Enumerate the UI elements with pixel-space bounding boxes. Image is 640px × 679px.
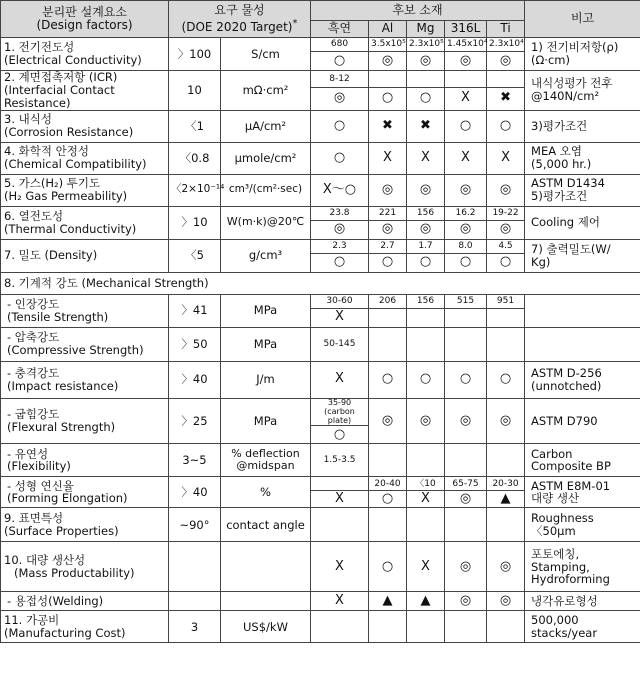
mark-graphite: ○: [311, 253, 369, 272]
row-label-ko: 2. 계면접촉저항 (ICR): [4, 70, 118, 84]
row-note: ASTM D790: [525, 398, 640, 444]
value-al: [369, 71, 407, 88]
mark-al: ○: [369, 87, 407, 110]
mark-316l: ◎: [445, 592, 487, 611]
row-requirement: [169, 542, 221, 592]
value-ti: [487, 71, 525, 88]
value-mg: 156: [407, 206, 445, 220]
note-line: @140N/cm²: [531, 89, 600, 104]
row-requirement: 〉41: [169, 294, 221, 327]
mark-ti: ○: [487, 110, 525, 142]
row-label-en: (Electrical Conductivity): [4, 53, 142, 67]
row-note: [525, 142, 640, 174]
mark-ti: ◎: [487, 542, 525, 592]
mark-graphite: ○: [311, 52, 369, 71]
note-line: (Ω·cm): [531, 53, 570, 67]
value-graphite: 8-12: [311, 71, 369, 88]
row-unit: contact angle: [221, 508, 311, 542]
table-row: [1, 206, 640, 220]
mark-al: ◎: [369, 52, 407, 71]
section-title: 8. 기계적 강도 (Mechanical Strength): [1, 272, 640, 294]
value-mg: 1.7: [407, 239, 445, 253]
row-label-en: (H₂ Gas Permeability): [4, 189, 128, 204]
row-note: [525, 444, 640, 477]
mark-al: ○: [369, 361, 407, 398]
header-target-en: (DOE 2020 Target): [181, 19, 293, 34]
row-requirement: 〉100: [169, 38, 221, 71]
mark-graphite: X～○: [311, 174, 369, 206]
mark-mg: X: [407, 542, 445, 592]
mark-al: ◎: [369, 220, 407, 239]
row-requirement: 3~5: [169, 444, 221, 477]
value-mg: [407, 71, 445, 88]
mark-graphite: [311, 611, 369, 643]
note-line: Hydroforming: [531, 572, 610, 587]
row-note: [525, 38, 640, 71]
mark-ti: [487, 611, 525, 643]
row-unit: μA/cm²: [221, 110, 311, 142]
mark-316l: ○: [445, 110, 487, 142]
mark-graphite: X: [311, 308, 369, 327]
value-ti: 4.5: [487, 239, 525, 253]
value-graphite: 50-145: [311, 327, 369, 361]
row-label-en: (Forming Elongation): [7, 491, 128, 506]
row-unit: MPa: [221, 294, 311, 327]
row-unit: [221, 542, 311, 592]
header-target: [169, 1, 311, 38]
note-line: 내식성평가 전후: [531, 76, 613, 91]
mark-graphite: [311, 508, 369, 542]
row-requirement: 〉50: [169, 327, 221, 361]
note-line: Roughness: [531, 511, 594, 526]
mark-ti: ◎: [487, 174, 525, 206]
table-row: [1, 174, 640, 206]
row-label-en: (Flexibility): [7, 459, 71, 474]
table-row: [1, 398, 640, 426]
mark-graphite: X: [311, 592, 369, 611]
row-note: [525, 239, 640, 272]
mark-ti: [487, 327, 525, 361]
mark-316l: ◎: [445, 491, 487, 508]
value-al: 221: [369, 206, 407, 220]
mark-ti: ◎: [487, 220, 525, 239]
mark-316l: [445, 308, 487, 327]
mark-al: [369, 327, 407, 361]
mark-316l: [445, 611, 487, 643]
mark-al: ◎: [369, 398, 407, 444]
row-label-ko: - 성형 연신율: [7, 478, 75, 493]
mark-mg: [407, 308, 445, 327]
note-line: Kg): [531, 254, 551, 269]
mark-mg: X: [407, 491, 445, 508]
table-row: [1, 71, 640, 88]
value-al: 2.7: [369, 239, 407, 253]
mark-al: X: [369, 142, 407, 174]
mark-316l: X: [445, 87, 487, 110]
mark-ti: ○: [487, 253, 525, 272]
row-note: 3)평가조건: [525, 110, 640, 142]
table-row: [1, 361, 640, 398]
value-316l: 8.0: [445, 239, 487, 253]
mark-ti: [487, 508, 525, 542]
mark-mg: ○: [407, 87, 445, 110]
row-label-ko: 9. 표면특성: [4, 511, 64, 526]
mark-al: ◎: [369, 174, 407, 206]
mark-mg: ◎: [407, 220, 445, 239]
row-note: [525, 294, 640, 327]
row-unit: g/cm³: [221, 239, 311, 272]
mark-ti: ◎: [487, 592, 525, 611]
row-unit: W(m·k)@20℃: [221, 206, 311, 239]
mark-al: [369, 308, 407, 327]
mark-graphite: ○: [311, 142, 369, 174]
table-row: [1, 444, 640, 477]
mark-316l: ◎: [445, 398, 487, 444]
row-label-ko: 1. 전기전도성: [4, 40, 75, 55]
row-unit: μmole/cm²: [221, 142, 311, 174]
mark-mg: [407, 444, 445, 477]
mark-ti: [487, 308, 525, 327]
row-label-ko: 3. 내식성: [4, 112, 52, 127]
row-requirement: 3: [169, 611, 221, 643]
row-label-ko: 5. 가스(H₂) 투기도: [4, 176, 101, 191]
row-label-en: (Flexural Strength): [7, 420, 116, 435]
header-al: Al: [369, 21, 407, 38]
mark-al: ✖: [369, 110, 407, 142]
row-label-ko: 11. 가공비: [4, 613, 60, 628]
row-label-ko: 10. 대량 생산성: [4, 553, 86, 568]
row-requirement: 〉40: [169, 477, 221, 508]
mark-316l: ○: [445, 253, 487, 272]
mark-316l: ◎: [445, 52, 487, 71]
row-label-en: (Compressive Strength): [7, 343, 144, 358]
row-note: [525, 611, 640, 643]
mark-316l: [445, 444, 487, 477]
row-requirement: 10: [169, 71, 221, 111]
row-label-en: (Surface Properties): [4, 523, 119, 538]
value-al: 20-40: [369, 477, 407, 491]
value-graphite: 680: [311, 38, 369, 52]
mark-316l: ○: [445, 361, 487, 398]
note-line: 대량 생산: [531, 491, 580, 506]
row-label-ko: - 인장강도: [7, 296, 60, 311]
mark-graphite: X: [311, 542, 369, 592]
mark-mg: [407, 327, 445, 361]
row-requirement: 〉10: [169, 206, 221, 239]
note-line: Stamping,: [531, 559, 590, 574]
mark-316l: ◎: [445, 220, 487, 239]
value-mg: 156: [407, 294, 445, 308]
note-line: ASTM D-256: [531, 365, 602, 380]
row-requirement: 〈0.8: [169, 142, 221, 174]
value-al: 3.5x10⁵: [369, 38, 407, 52]
table-row: [1, 110, 640, 142]
section-row: [1, 272, 640, 294]
row-label-ko: - 유연성: [7, 446, 49, 461]
mark-316l: ◎: [445, 542, 487, 592]
table-row: [1, 142, 640, 174]
row-note: [525, 542, 640, 592]
header-graphite: 흑연: [311, 21, 369, 38]
table-row: [1, 592, 640, 611]
value-ti: 19-22: [487, 206, 525, 220]
mark-316l: ◎: [445, 174, 487, 206]
row-requirement: [169, 592, 221, 611]
row-label-en: (Manufacturing Cost): [4, 625, 126, 640]
row-unit: [221, 592, 311, 611]
row-label-en: (Impact resistance): [7, 378, 119, 393]
row-label-ko: - 압축강도: [7, 330, 60, 345]
row-unit: %: [221, 477, 311, 508]
mark-al: ○: [369, 542, 407, 592]
row-unit: MPa: [221, 398, 311, 444]
mark-graphite: ○: [311, 426, 369, 444]
row-label-ko: 6. 열전도성: [4, 208, 64, 223]
value-graphite: 30-60: [311, 294, 369, 308]
header-candidates: 후보 소재: [311, 1, 525, 21]
mark-mg: [407, 611, 445, 643]
row-label-en: (Tensile Strength): [7, 309, 109, 324]
row-label-ko: - 굽힘강도: [7, 407, 60, 422]
row-unit: % deflection @midspan: [221, 444, 311, 477]
row-note: [525, 361, 640, 398]
value-graphite: 23.8: [311, 206, 369, 220]
header-mg: Mg: [407, 21, 445, 38]
row-label-en: (Thermal Conductivity): [4, 221, 137, 236]
row-note: [525, 174, 640, 206]
mark-316l: [445, 508, 487, 542]
table-row: [1, 477, 640, 491]
mark-mg: ◎: [407, 174, 445, 206]
header-design-factors: [1, 1, 169, 38]
header-target-ko: 요구 물성: [214, 3, 265, 18]
note-line: 500,000: [531, 613, 579, 628]
row-note: [525, 477, 640, 508]
table-row: [1, 508, 640, 542]
value-316l: 1.45x10⁴: [445, 38, 487, 52]
note-line: 1) 전기비저항(ρ): [531, 40, 619, 55]
mark-316l: X: [445, 142, 487, 174]
row-note: [525, 71, 640, 111]
mark-al: ○: [369, 491, 407, 508]
header-316l: 316L: [445, 21, 487, 38]
value-mg: 〈10: [407, 477, 445, 491]
mark-al: [369, 508, 407, 542]
note-line: stacks/year: [531, 625, 598, 640]
mark-graphite: ◎: [311, 220, 369, 239]
note-line: Composite BP: [531, 459, 611, 474]
value-mg: 2.3x10⁵: [407, 38, 445, 52]
value-graphite: [311, 477, 369, 491]
value-ti: 951: [487, 294, 525, 308]
table-row: [1, 239, 640, 253]
value-graphite: 2.3: [311, 239, 369, 253]
mark-ti: ◎: [487, 398, 525, 444]
row-label-ko: - 용접성(Welding): [7, 594, 104, 609]
mark-ti: [487, 444, 525, 477]
mark-316l: [445, 327, 487, 361]
row-requirement: 〈5: [169, 239, 221, 272]
row-requirement: 〈1: [169, 110, 221, 142]
row-note: Cooling 제어: [525, 206, 640, 239]
mark-ti: ▲: [487, 491, 525, 508]
header-design-factors-en: (Design factors): [36, 18, 133, 32]
mark-ti: X: [487, 142, 525, 174]
mark-ti: ◎: [487, 52, 525, 71]
table-row: [1, 294, 640, 308]
header-target-sup: *: [292, 17, 298, 29]
value-graphite: 1.5-3.5: [311, 444, 369, 477]
row-label-ko: 7. 밀도 (Density): [4, 248, 98, 263]
row-note: 냉각유로형성: [525, 592, 640, 611]
mark-mg: [407, 508, 445, 542]
note-line: ASTM D1434: [531, 176, 605, 191]
mark-mg: ▲: [407, 592, 445, 611]
row-unit: cm³/(cm²·sec): [221, 174, 311, 206]
row-unit: S/cm: [221, 38, 311, 71]
note-line: Carbon: [531, 446, 573, 461]
row-unit: MPa: [221, 327, 311, 361]
value-316l: [445, 71, 487, 88]
row-unit: mΩ·cm²: [221, 71, 311, 111]
row-label-en: (Interfacial Contact Resistance): [4, 82, 115, 110]
mark-ti: ○: [487, 361, 525, 398]
value-316l: 515: [445, 294, 487, 308]
mark-al: [369, 611, 407, 643]
header-design-factors-ko: 분리판 설계요소: [42, 4, 127, 19]
table-row: [1, 327, 640, 361]
mark-graphite: ○: [311, 110, 369, 142]
mark-mg: ○: [407, 361, 445, 398]
note-line: (5,000 hr.): [531, 157, 592, 172]
mark-mg: ✖: [407, 110, 445, 142]
note-line: 7) 출력밀도(W/: [531, 241, 611, 256]
mark-mg: ○: [407, 253, 445, 272]
row-label-en: (Corrosion Resistance): [4, 125, 134, 140]
table-row: [1, 38, 640, 52]
row-label-ko: 4. 화학적 안정성: [4, 144, 89, 159]
header-remarks: 비고: [525, 1, 640, 38]
row-requirement: ~90°: [169, 508, 221, 542]
row-requirement: 〉40: [169, 361, 221, 398]
value-ti: 20-30: [487, 477, 525, 491]
row-note: [525, 327, 640, 361]
mark-al: [369, 444, 407, 477]
mark-mg: ◎: [407, 398, 445, 444]
mark-graphite: ◎: [311, 87, 369, 110]
value-al: 206: [369, 294, 407, 308]
table-row: [1, 611, 640, 643]
row-unit: US$/kW: [221, 611, 311, 643]
mark-graphite: X: [311, 361, 369, 398]
value-graphite: 35-90 (carbon plate): [311, 398, 369, 426]
value-316l: 65-75: [445, 477, 487, 491]
note-line: 〈50μm: [531, 523, 576, 538]
note-line: MEA 오염: [531, 144, 582, 159]
note-line: 5)평가조건: [531, 189, 588, 204]
value-316l: 16.2: [445, 206, 487, 220]
row-label-en: (Chemical Compatibility): [4, 157, 147, 172]
row-label-en: (Mass Productability): [14, 565, 135, 580]
row-label-ko: - 충격강도: [7, 365, 60, 380]
mark-ti: ✖: [487, 87, 525, 110]
mark-al: ▲: [369, 592, 407, 611]
mark-mg: ◎: [407, 52, 445, 71]
row-note: [525, 508, 640, 542]
header-ti: Ti: [487, 21, 525, 38]
mark-mg: X: [407, 142, 445, 174]
value-ti: 2.3x10⁴: [487, 38, 525, 52]
note-line: (unnotched): [531, 378, 602, 393]
row-requirement: 〉25: [169, 398, 221, 444]
note-line: 포토에칭,: [531, 546, 580, 561]
row-requirement: 〈2×10⁻¹⁴: [169, 174, 221, 206]
mark-graphite: X: [311, 491, 369, 508]
row-unit: J/m: [221, 361, 311, 398]
table-row: [1, 542, 640, 592]
mark-al: ○: [369, 253, 407, 272]
note-line: ASTM E8M-01: [531, 478, 611, 493]
